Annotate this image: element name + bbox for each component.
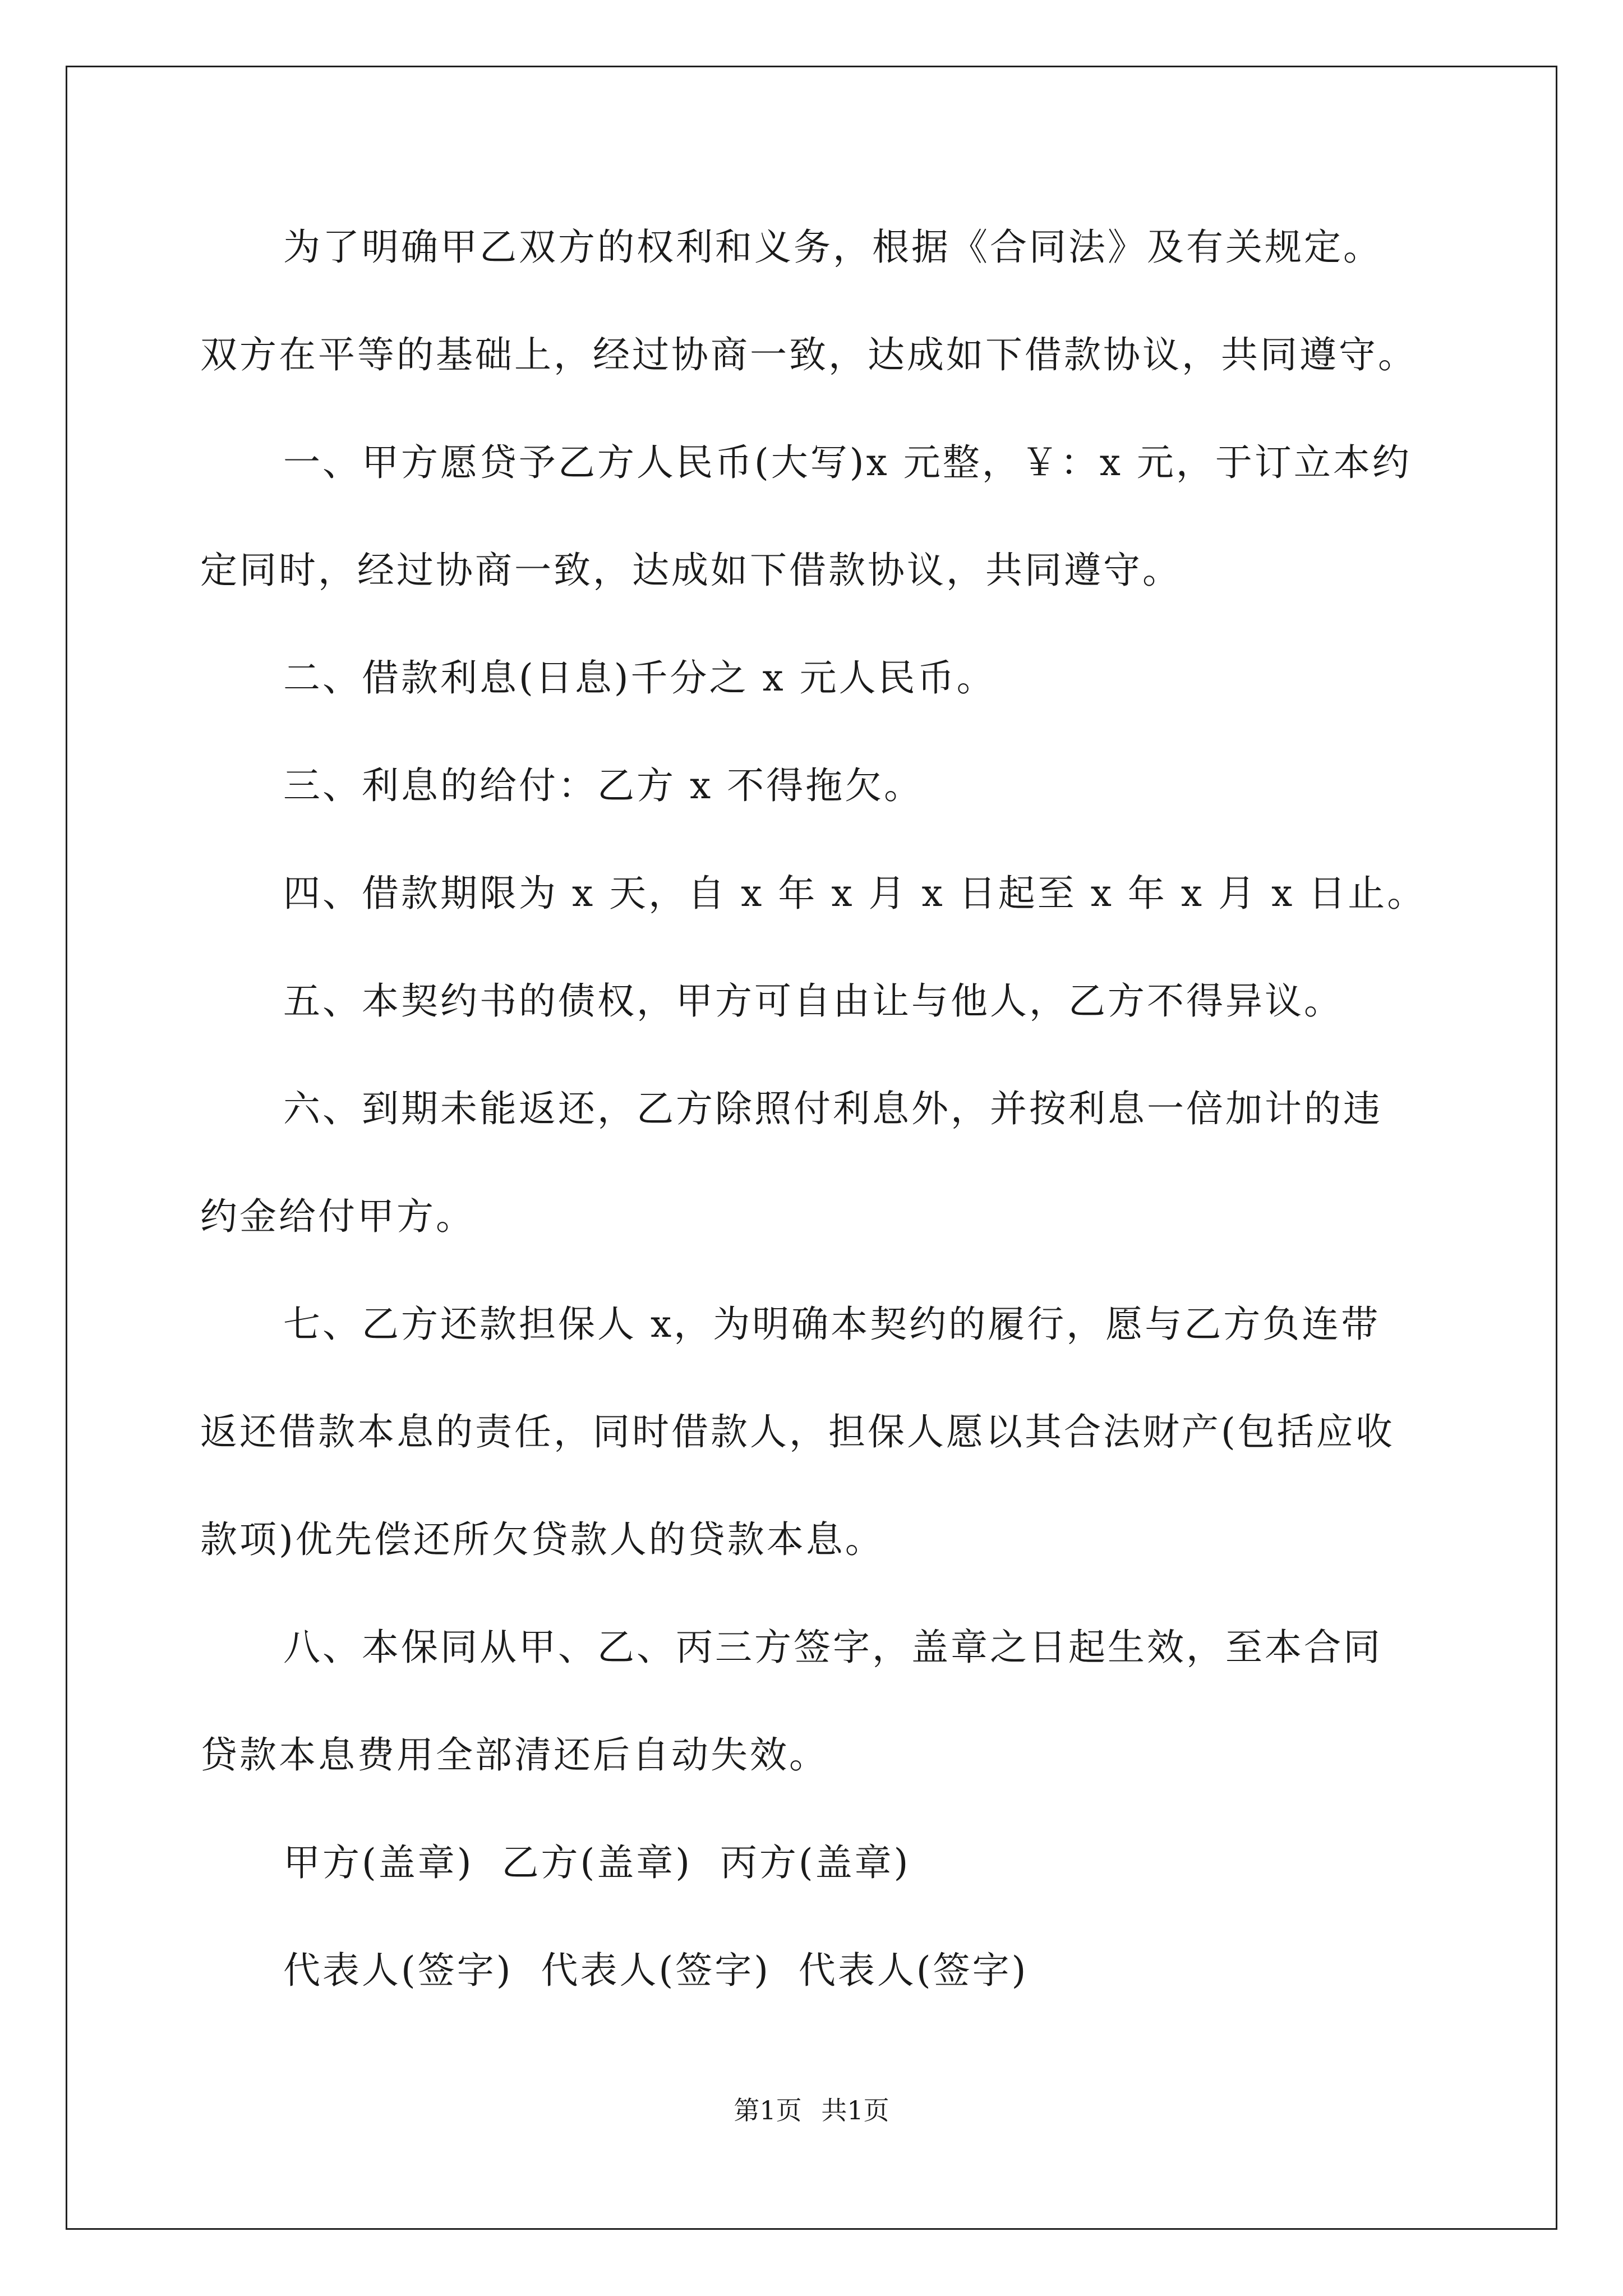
- preamble-line-2: 双方在平等的基础上，经过协商一致，达成如下借款协议，共同遵守。: [200, 333, 1417, 376]
- page-footer: [0, 2093, 1623, 2127]
- clause-4: 四、借款期限为 x 天，自 x 年 x 月 x 日起至 x 年 x 月 x 日止。: [283, 872, 1427, 915]
- signature-line: 代表人(签字) 代表人(签字) 代表人(签字): [283, 1949, 1029, 1992]
- preamble-line-1: 为了明确甲乙双方的权利和义务，根据《合同法》及有关规定。: [283, 226, 1382, 269]
- page-number-total: 共1页: [821, 2095, 889, 2125]
- clause-7-line-1: 七、乙方还款担保人 x，为明确本契约的履行，愿与乙方负连带: [283, 1303, 1381, 1346]
- clause-8-line-1: 八、本保同从甲、乙、丙三方签字，盖章之日起生效，至本合同: [283, 1626, 1382, 1669]
- seal-line: 甲方(盖章) 乙方(盖章) 丙方(盖章): [283, 1841, 911, 1884]
- clause-1-line-2: 定同时，经过协商一致，达成如下借款协议，共同遵守。: [200, 549, 1182, 592]
- clause-1-line-1: 一、甲方愿贷予乙方人民币(大写)x 元整，￥：x 元，于订立本约: [283, 441, 1412, 484]
- clause-7-line-3: 款项)优先偿还所欠贷款人的贷款本息。: [200, 1518, 884, 1561]
- clause-3: 三、利息的给付：乙方 x 不得拖欠。: [283, 764, 924, 807]
- clause-6-line-1: 六、到期未能返还，乙方除照付利息外，并按利息一倍加计的违: [283, 1087, 1382, 1130]
- clause-6-line-2: 约金给付甲方。: [200, 1195, 475, 1238]
- clause-7-line-2: 返还借款本息的责任，同时借款人，担保人愿以其合法财产(包括应收: [200, 1410, 1395, 1453]
- clause-2: 二、借款利息(日息)千分之 x 元人民币。: [283, 656, 996, 700]
- clause-5: 五、本契约书的债权，甲方可自由让与他人，乙方不得异议。: [283, 979, 1343, 1023]
- document-body: [200, 194, 1434, 2024]
- clause-8-line-2: 贷款本息费用全部清还后自动失效。: [200, 1733, 828, 1777]
- page-number-current: 第1页: [734, 2095, 802, 2125]
